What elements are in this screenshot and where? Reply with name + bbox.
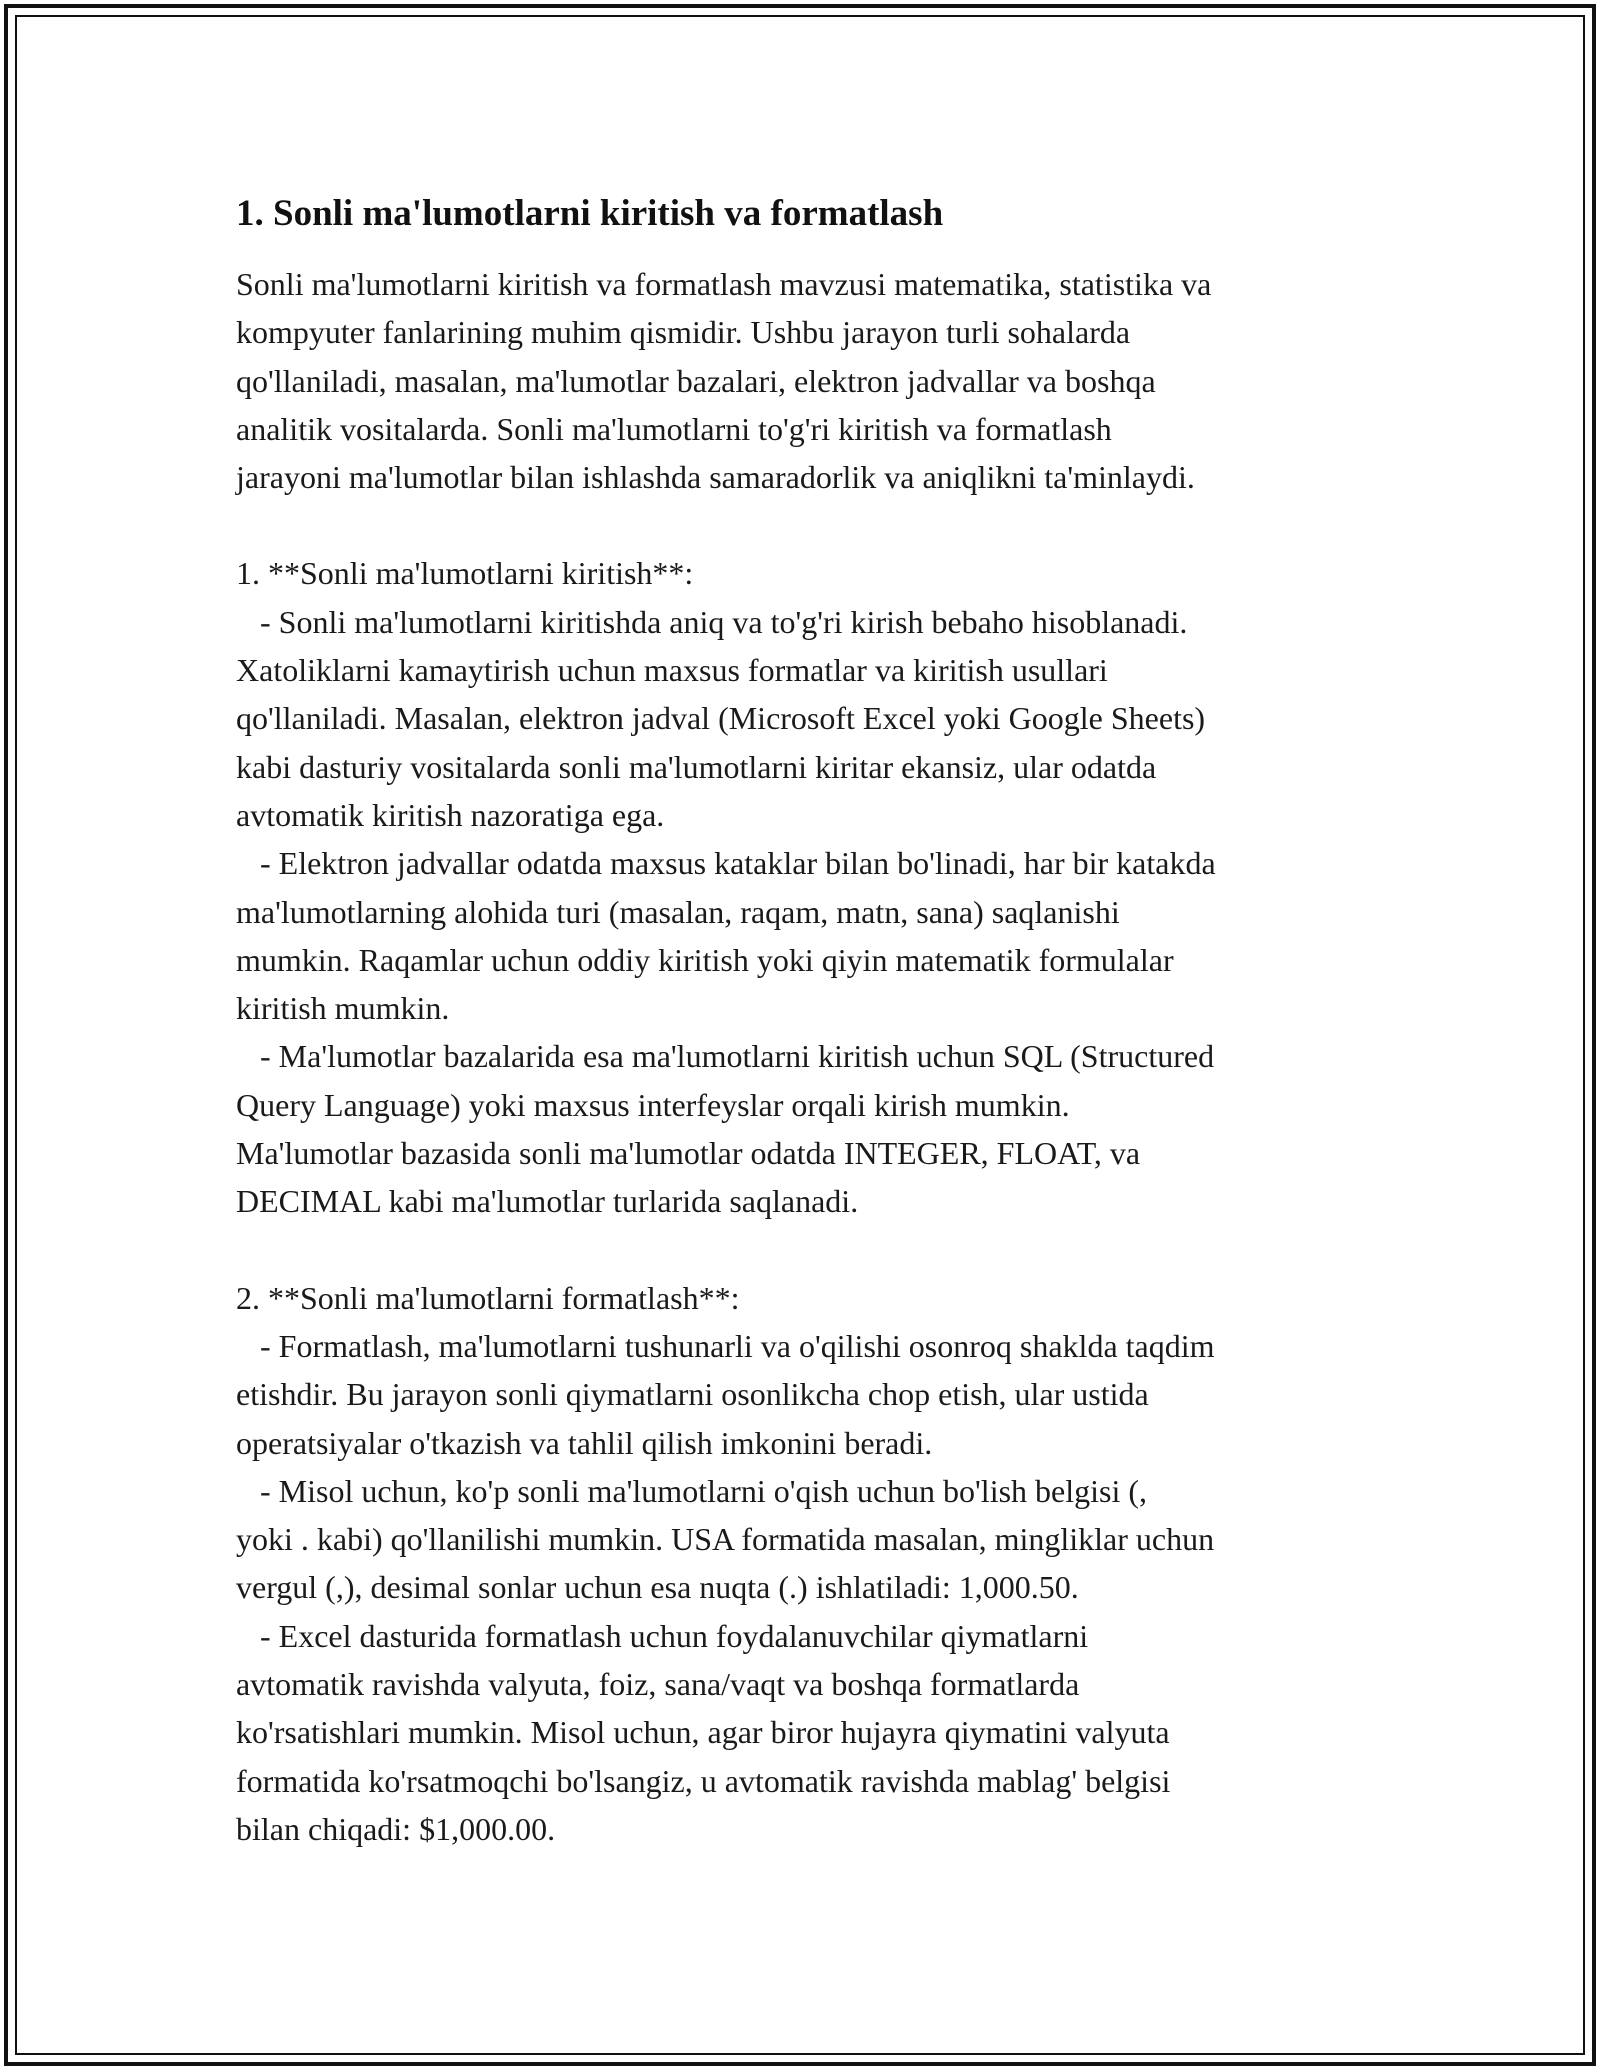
section-2-title: 2. **Sonli ma'lumotlarni formatlash**: <box>236 1279 740 1316</box>
document-body <box>236 190 1386 1853</box>
section-2-item: - Misol uchun, ko'p sonli ma'lumotlarni o'qish uchun bo'lish belgisi (, yoki . kabi) qo'llanilishi mumkin. USA formatida masalan, mingliklar uchun vergul (,), desimal sonlar uchun esa nuqta (.) ishlatiladi: 1,000.50. <box>236 1472 1215 1606</box>
section-2-item: - Excel dasturida formatlash uchun foydalanuvchilar qiymatlarni avtomatik ravishda valyuta, foiz, sana/vaqt va boshqa formatlarda ko'rsatishlari mumkin. Misol uchun, agar biror hujayra qiymatini valyuta formatida ko'rsatmoqchi bo'lsangiz, u avtomatik ravishda mablag' belgisi bilan chiqadi: $1,000.00. <box>236 1617 1171 1847</box>
section-1-item: - Elektron jadvallar odatda maxsus kataklar bilan bo'linadi, har bir katakda ma'lumotlarning alohida turi (masalan, raqam, matn, sana) saqlanishi mumkin. Raqamlar uchun oddiy kiritish yoki qiyin matematik formulalar kiritish mumkin. <box>236 845 1216 1027</box>
section-2-item: - Formatlash, ma'lumotlarni tushunarli va o'qilishi osonroq shaklda taqdim etishdir. Bu jarayon sonli qiymatlarni osonlikcha chop etish, ular ustida operatsiyalar o'tkazish va tahlil qilish imkonini beradi. <box>236 1327 1215 1461</box>
section-1-item: - Sonli ma'lumotlarni kiritishda aniq va to'g'ri kirish bebaho hisoblanadi. Xatoliklarni kamaytirish uchun maxsus formatlar va kiritish usullari qo'llaniladi. Masalan, elektron jadval (Microsoft Excel yoki Google Sheets) kabi dasturiy vositalarda sonli ma'lumotlarni kiritar ekansiz, ular odatda avtomatik kiritish nazoratiga ega. <box>236 603 1206 833</box>
section-1-title: 1. **Sonli ma'lumotlarni kiritish**: <box>236 555 694 592</box>
section-1-item: - Ma'lumotlar bazalarida esa ma'lumotlarni kiritish uchun SQL (Structured Query Language) yoki maxsus interfeyslar orqali kirish mumkin. Ma'lumotlar bazasida sonli ma'lumotlar odatda INTEGER, FLOAT, va DECIMAL kabi ma'lumotlar turlarida saqlanadi. <box>236 1038 1215 1220</box>
paragraph-spacer <box>236 501 1386 549</box>
intro-paragraph: Sonli ma'lumotlarni kiritish va formatlash mavzusi matematika, statistika va kompyuter fanlarining muhim qismidir. Ushbu jarayon turli sohalarda qo'llaniladi, masalan, ma'lumotlar bazalari, elektron jadvallar va boshqa analitik vositalarda. Sonli ma'lumotlarni to'g'ri kiritish va formatlash jarayoni ma'lumotlar bilan ishlashda samaradorlik va aniqlikni ta'minlaydi. <box>236 266 1212 496</box>
paragraph-spacer <box>236 1226 1386 1274</box>
document-heading: 1. Sonli ma'lumotlarni kiritish va formatlash <box>236 193 944 234</box>
